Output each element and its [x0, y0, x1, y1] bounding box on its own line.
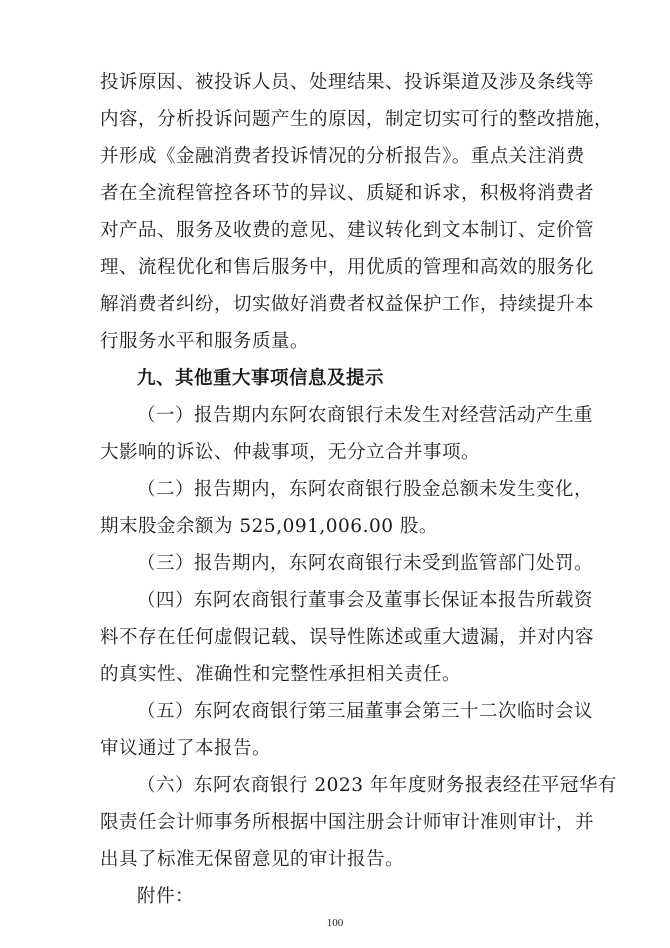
body-text-line: 对产品、服务及收费的意见、建议转化到文本制订、定价管: [100, 220, 595, 241]
item-2-text: （二）报告期内，东阿农商银行股金总额未发生变化，: [137, 479, 594, 500]
body-text-line: 解消费者纠纷，切实做好消费者权益保护工作，持续提升本: [100, 294, 595, 315]
body-text-line: 者在全流程管控各环节的异议、质疑和诉求，积极将消费者: [100, 183, 595, 204]
item-4-text: 料不存在任何虚假记载、误导性陈述或重大遗漏，并对内容: [100, 627, 595, 648]
section-heading: 九、其他重大事项信息及提示: [137, 368, 385, 389]
body-text-line: 内容，分析投诉问题产生的原因，制定切实可行的整改措施，: [100, 109, 614, 130]
item-5-text: （五）东阿农商银行第三届董事会第三十二次临时会议: [137, 701, 594, 722]
item-1-text: （一）报告期内东阿农商银行未发生对经营活动产生重: [137, 405, 594, 426]
body-text-line: 理、流程优化和售后服务中，用优质的管理和高效的服务化: [100, 257, 595, 278]
item-2-text: 期末股金余额为 525,091,006.00 股。: [100, 516, 438, 537]
item-4-text: 的真实性、准确性和完整性承担相关责任。: [100, 664, 462, 685]
item-3-text: （三）报告期内，东阿农商银行未受到监管部门处罚。: [137, 553, 594, 574]
item-4-text: （四）东阿农商银行董事会及董事长保证本报告所载资: [137, 590, 594, 611]
attachment-label: 附件：: [137, 886, 195, 907]
body-text-line: 行服务水平和服务质量。: [100, 331, 310, 352]
item-5-text: 审议通过了本报告。: [100, 738, 272, 759]
body-text-line: 投诉原因、被投诉人员、处理结果、投诉渠道及涉及条线等: [100, 72, 595, 93]
item-6-text: 出具了标准无保留意见的审计报告。: [100, 849, 405, 870]
item-6-text: 限责任会计师事务所根据中国注册会计师审计准则审计，并: [100, 812, 595, 833]
body-text-line: 并形成《金融消费者投诉情况的分析报告》。重点关注消费: [100, 146, 585, 167]
page-number: 100: [326, 917, 344, 929]
item-1-text: 大影响的诉讼、仲裁事项，无分立合并事项。: [100, 442, 481, 463]
item-6-text: （六）东阿农商银行 2023 年年度财务报表经茌平冠华有: [137, 775, 617, 796]
